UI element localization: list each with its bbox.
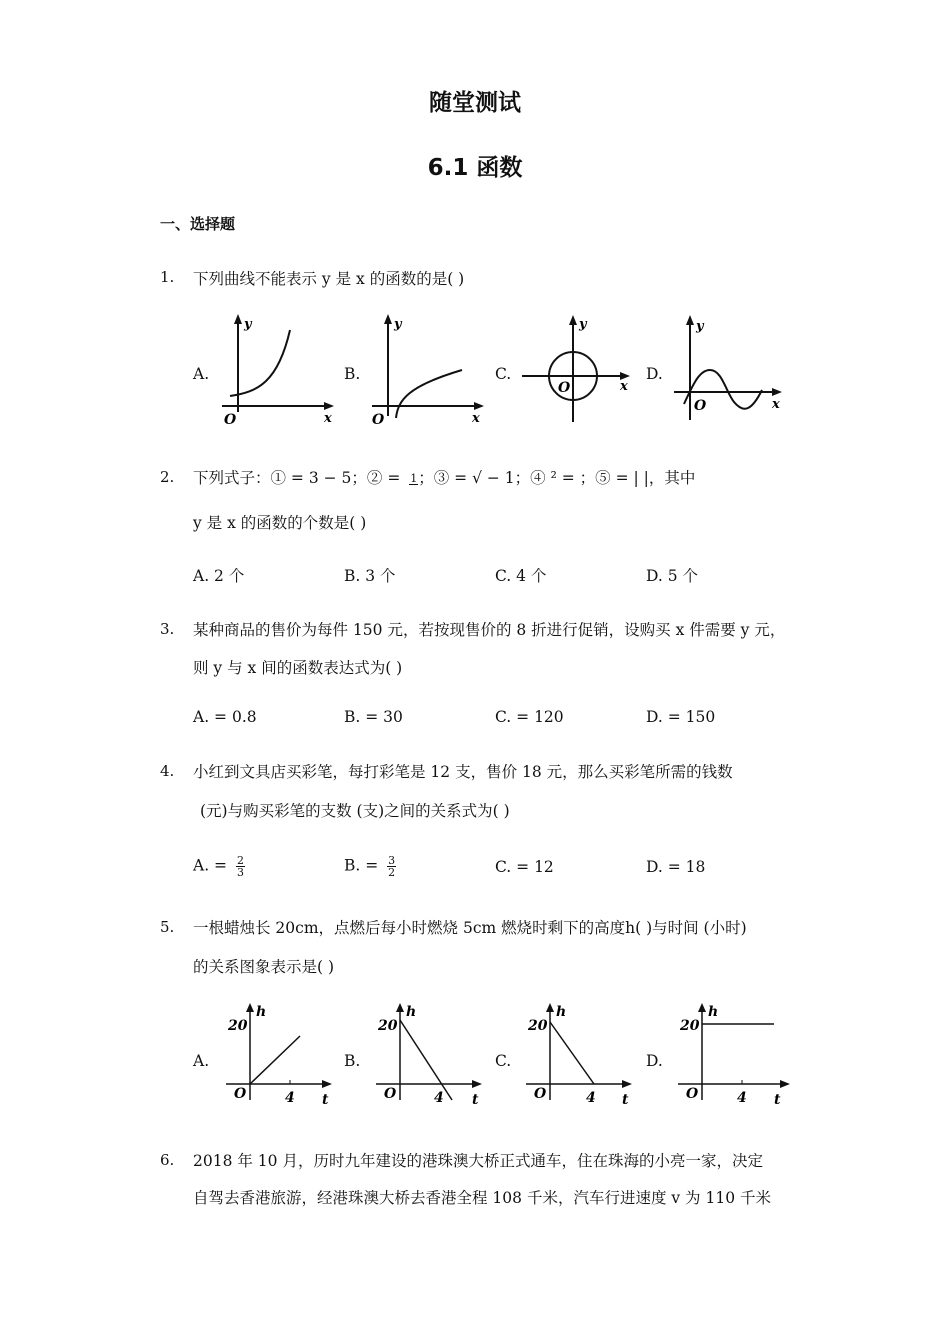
question-text-line2: 自驾去香港旅游，经港珠澳大桥去香港全程 108 千米，汽车行进速度 v 为 110 千米 — [193, 1189, 771, 1207]
option-b: B. = $\frac{3}{2}$ — [344, 854, 396, 879]
question-text-line2: y 是 x 的函数的个数是( ) — [193, 514, 367, 532]
question-number: 3. — [160, 620, 175, 638]
option-d-label: D. — [646, 365, 663, 383]
y-tick-label: 20 — [378, 1018, 398, 1034]
y-axis-label: y — [244, 317, 252, 332]
h-axis-label: h — [556, 1004, 567, 1020]
x-tick-label: 4 — [737, 1090, 747, 1106]
question-text: 2018 年 10 月，历时九年建设的港珠澳大桥正式通车，住在珠海的小亮一家，决定 — [193, 1152, 763, 1170]
question-number: 2. — [160, 468, 175, 486]
y-axis-label: y — [579, 317, 587, 332]
option-d-label: D. — [646, 1052, 663, 1070]
question-number: 5. — [160, 918, 175, 936]
graph-decreasing-line-overshoot — [372, 1000, 492, 1110]
x-tick-label: 4 — [285, 1090, 295, 1106]
t-axis-label: t — [322, 1092, 329, 1108]
question-number: 6. — [160, 1151, 175, 1169]
h-axis-label: h — [406, 1004, 417, 1020]
t-axis-label: t — [622, 1092, 629, 1108]
h-axis-label: h — [708, 1004, 719, 1020]
graph-circle — [520, 312, 640, 427]
graph-exponential-curve — [218, 312, 338, 427]
origin-label: O — [694, 398, 707, 414]
y-tick-label: 20 — [528, 1018, 548, 1034]
option-a-label: A. — [193, 1052, 210, 1070]
question-text-line2: 的关系图象表示是( ) — [193, 958, 335, 976]
question-text-line2: 则 y 与 x 间的函数表达式为( ) — [193, 659, 403, 677]
origin-label: O — [384, 1086, 397, 1102]
question-text: 下列曲线不能表示 y 是 x 的函数的是( ) — [193, 270, 465, 288]
h-axis-label: h — [256, 1004, 267, 1020]
graph-increasing-line — [222, 1000, 342, 1110]
x-tick-label: 4 — [586, 1090, 596, 1106]
graph-sine-curve — [670, 312, 790, 427]
t-axis-label: t — [774, 1092, 781, 1108]
option-a: A. = $\frac{2}{3}$ — [193, 854, 244, 879]
question-text-line2: (元)与购买彩笔的支数 (支)之间的关系式为( ) — [200, 802, 510, 820]
origin-label: O — [372, 412, 385, 428]
y-axis-label: y — [394, 317, 402, 332]
x-tick-label: 4 — [434, 1090, 444, 1106]
option-b: B. 3 个 — [344, 567, 396, 585]
y-tick-label: 20 — [680, 1018, 700, 1034]
x-axis-label: x — [472, 411, 480, 426]
t-axis-label: t — [472, 1092, 479, 1108]
question-number: 1. — [160, 268, 175, 286]
option-a-label: A. — [193, 365, 210, 383]
option-c: C. 4 个 — [495, 567, 547, 585]
question-text: 小红到文具店买彩笔，每打彩笔是 12 支，售价 18 元，那么买彩笔所需的钱数 — [193, 763, 733, 781]
question-text: 一根蜡烛长 20cm，点燃后每小时燃烧 5cm 燃烧时剩下的高度h( )与时间 (小时) — [193, 919, 747, 937]
y-axis-label: y — [696, 319, 704, 334]
origin-label: O — [686, 1086, 699, 1102]
option-c-label: C. — [495, 1052, 512, 1070]
question-text: 某种商品的售价为每件 150 元，若按现售价的 8 折进行促销，设购买 x 件需要 y 元， — [193, 621, 786, 639]
option-b-label: B. — [344, 365, 361, 383]
graph-log-curve — [368, 312, 488, 427]
option-d: D. = 18 — [646, 858, 706, 876]
y-tick-label: 20 — [228, 1018, 248, 1034]
option-c-label: C. — [495, 365, 512, 383]
graph-decreasing-line — [522, 1000, 642, 1110]
origin-label: O — [558, 380, 571, 396]
option-d: D. = 150 — [646, 708, 716, 726]
option-c: C. = 120 — [495, 708, 564, 726]
option-b: B. = 30 — [344, 708, 403, 726]
x-axis-label: x — [620, 379, 628, 394]
question-text: 下列式子：① = 3 − 5；② = 1 ；③ = √ − 1；④ ² = ；⑤ = | |，其中 — [193, 469, 696, 487]
question-number: 4. — [160, 762, 175, 780]
origin-label: O — [224, 412, 237, 428]
option-a: A. 2 个 — [193, 567, 245, 585]
graph-constant-line — [674, 1000, 794, 1110]
origin-label: O — [234, 1086, 247, 1102]
option-c: C. = 12 — [495, 858, 554, 876]
origin-label: O — [534, 1086, 547, 1102]
option-d: D. 5 个 — [646, 567, 699, 585]
page-title: 随堂测试 — [429, 90, 521, 116]
section-heading: 一、选择题 — [160, 215, 236, 233]
x-axis-label: x — [324, 411, 332, 426]
x-axis-label: x — [772, 397, 780, 412]
option-a: A. = 0.8 — [193, 708, 257, 726]
fraction: 1 — [410, 472, 418, 485]
page-subtitle: 6.1 函数 — [427, 155, 523, 181]
option-b-label: B. — [344, 1052, 361, 1070]
